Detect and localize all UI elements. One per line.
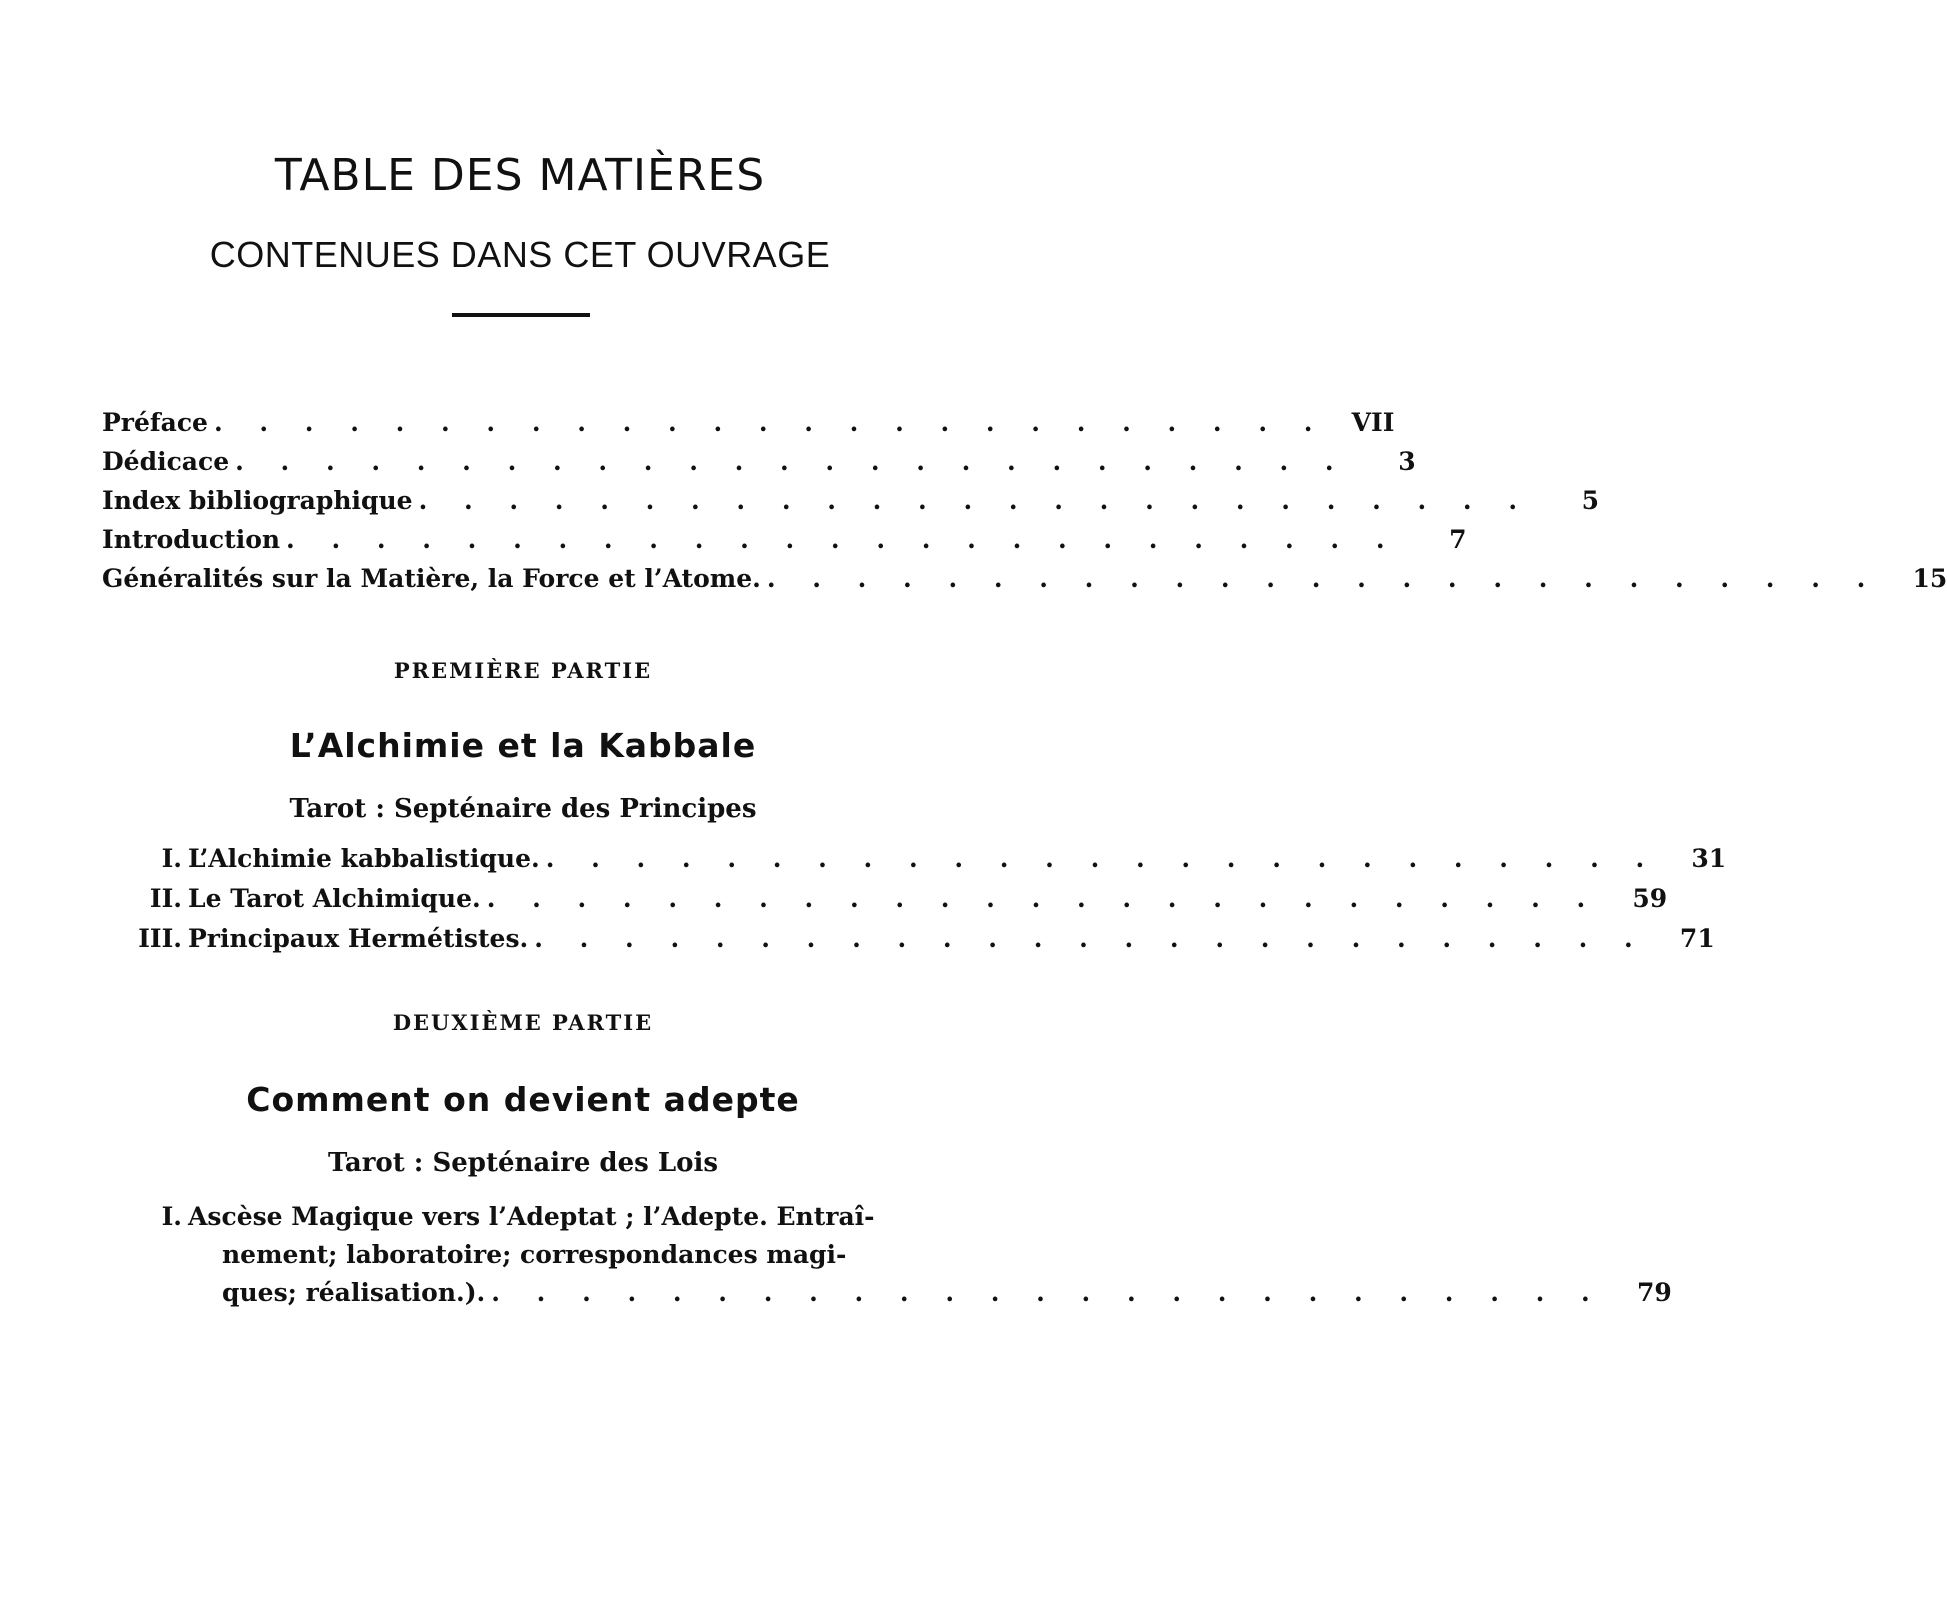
chapter-number: III. — [138, 924, 182, 953]
chapter-line — [102, 1236, 942, 1274]
toc-entry-dedicace — [102, 447, 1416, 483]
part2-subtitle: Tarot : Septénaire des Lois — [328, 1148, 718, 1178]
dot-leader: . . . . . . . . . . . . . . . . . . . . . . . . . — [286, 525, 1399, 554]
toc-chapter — [102, 844, 1727, 880]
toc-entry-page: 79 — [1636, 1278, 1672, 1307]
toc-entry-index — [102, 486, 1600, 522]
dot-leader: . . . . . . . . . . . . . . . . . . . . . . . . . — [766, 564, 1880, 593]
toc-entry-label: ques; réalisation.). — [222, 1278, 486, 1307]
toc-entry-label: Index bibliographique — [102, 486, 413, 515]
toc-entry-label: Le Tarot Alchimique. — [188, 884, 481, 913]
toc-entry-label: nement; laboratoire; correspondances magi- — [222, 1240, 847, 1269]
toc-entry-label: Dédicace — [102, 447, 230, 476]
chapter-number: I. — [161, 844, 182, 873]
dot-leader: . . . . . . . . . . . . . . . . . . . . . . . . . — [235, 447, 1348, 476]
part1-subtitle: Tarot : Septénaire des Principes — [289, 794, 757, 824]
page-subtitle: CONTENUES DANS CET OUVRAGE — [209, 234, 831, 275]
toc-entry-label: Généralités sur la Matière, la Force et l’Atome. — [102, 564, 761, 593]
toc-entry-page: 31 — [1691, 844, 1727, 873]
chapter-number: I. — [161, 1202, 182, 1231]
toc-entry-label: Introduction — [102, 525, 281, 554]
toc-entry-label: Préface — [102, 408, 208, 437]
title-rule — [452, 313, 590, 317]
dot-leader: . . . . . . . . . . . . . . . . . . . . . . . . . — [486, 884, 1600, 913]
toc-entry-label: Ascèse Magique vers l’Adeptat ; l’Adepte. Entraî- — [188, 1202, 875, 1231]
part1-label: PREMIÈRE PARTIE — [393, 658, 653, 683]
dot-leader: . . . . . . . . . . . . . . . . . . . . . . . . . — [534, 924, 1647, 953]
toc-entry-label: Principaux Hermétistes. — [188, 924, 529, 953]
toc-entry-page: 5 — [1581, 486, 1600, 515]
toc-entry-page: VII — [1351, 408, 1395, 437]
toc-chapter — [102, 924, 1715, 960]
page-title: TABLE DES MATIÈRES — [274, 150, 766, 201]
dot-leader: . . . . . . . . . . . . . . . . . . . . . . . . . — [545, 844, 1659, 873]
toc-entry-label: L’Alchimie kabbalistique. — [188, 844, 540, 873]
toc-entry-preface — [102, 408, 1395, 444]
dot-leader: . . . . . . . . . . . . . . . . . . . . . . . . . — [418, 486, 1532, 515]
toc-entry-generalites — [102, 564, 1947, 600]
toc-entry-page: 15 — [1912, 564, 1947, 593]
toc-entry-page: 7 — [1449, 525, 1467, 554]
toc-entry-page: 71 — [1679, 924, 1715, 953]
toc-entry-page: 59 — [1632, 884, 1668, 913]
chapter-line — [102, 1198, 942, 1236]
chapter-number: II. — [149, 884, 182, 913]
part2-title: Comment on devient adepte — [246, 1080, 800, 1119]
toc-chapter — [102, 884, 1668, 920]
toc-chapter-multiline — [102, 1198, 1672, 1312]
part1-title: L’Alchimie et la Kabbale — [289, 726, 757, 765]
dot-leader: . . . . . . . . . . . . . . . . . . . . . . . . . — [491, 1278, 1604, 1307]
toc-entry-page: 3 — [1398, 447, 1416, 476]
part2-label: DEUXIÈME PARTIE — [392, 1010, 654, 1035]
toc-entry-introduction — [102, 525, 1467, 561]
chapter-line — [102, 1274, 1672, 1312]
dot-leader: . . . . . . . . . . . . . . . . . . . . . . . . . — [213, 408, 1327, 437]
